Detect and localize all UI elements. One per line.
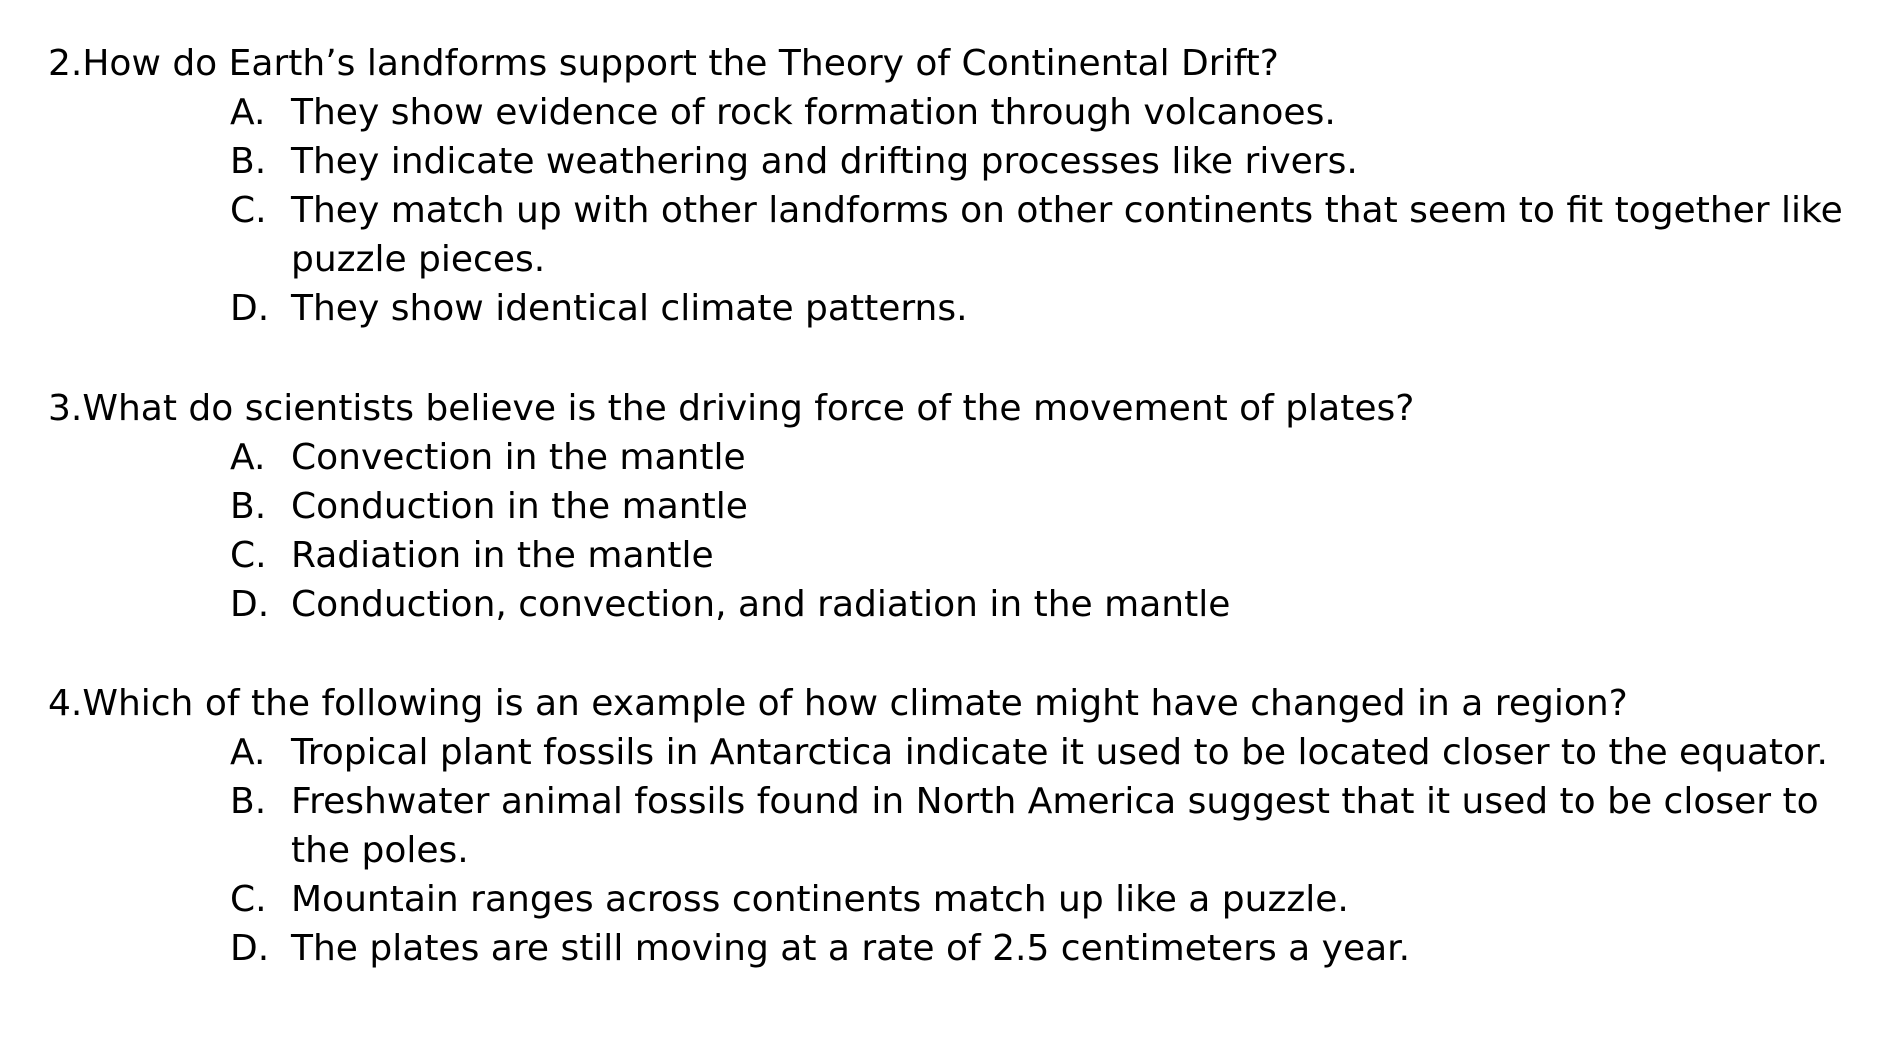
choice-b — [48, 777, 1871, 875]
choice-letter: A. — [230, 437, 266, 478]
choice-a — [48, 88, 1871, 137]
choice-text: Convection in the mantle — [291, 437, 746, 478]
question-2 — [48, 39, 1868, 333]
choice-c — [48, 186, 1871, 284]
choice-letter: B. — [230, 141, 267, 182]
choice-c — [48, 531, 1871, 580]
choice-list — [48, 728, 1868, 973]
question-stem: 4.Which of the following is an example of how climate might have changed in a region? — [48, 683, 1628, 724]
choice-b — [48, 137, 1871, 186]
choice-letter: B. — [230, 486, 267, 527]
choice-letter: A. — [230, 732, 266, 773]
choice-letter: C. — [230, 190, 267, 231]
choice-letter: D. — [230, 928, 270, 969]
choice-text: Conduction in the mantle — [291, 486, 748, 527]
choice-text: Freshwater animal fossils found in North America suggest that it used to be closer to the poles. — [291, 781, 1819, 871]
choice-letter: A. — [230, 92, 266, 133]
choice-letter: C. — [230, 535, 267, 576]
choice-a — [48, 433, 1871, 482]
question-3 — [48, 384, 1868, 629]
choice-c — [48, 875, 1871, 924]
choice-letter: C. — [230, 879, 267, 920]
choice-list — [48, 88, 1868, 333]
choice-text: Tropical plant fossils in Antarctica indicate it used to be located closer to the equator. — [291, 732, 1828, 773]
choice-text: They match up with other landforms on other continents that seem to fit together like puzzle pieces. — [291, 190, 1843, 280]
choice-letter: D. — [230, 584, 270, 625]
choice-d — [48, 580, 1871, 629]
choice-text: Conduction, convection, and radiation in the mantle — [291, 584, 1231, 625]
question-stem: 3.What do scientists believe is the driving force of the movement of plates? — [48, 388, 1415, 429]
choice-text: They show evidence of rock formation through volcanoes. — [291, 92, 1336, 133]
question-stem: 2.How do Earth’s landforms support the Theory of Continental Drift? — [48, 43, 1279, 84]
choice-text: Mountain ranges across continents match up like a puzzle. — [291, 879, 1349, 920]
choice-text: Radiation in the mantle — [291, 535, 714, 576]
choice-d — [48, 924, 1871, 973]
choice-list — [48, 433, 1868, 629]
choice-b — [48, 482, 1871, 531]
choice-text: They show identical climate patterns. — [291, 288, 968, 329]
choice-text: They indicate weathering and drifting processes like rivers. — [291, 141, 1358, 182]
choice-text: The plates are still moving at a rate of 2.5 centimeters a year. — [291, 928, 1411, 969]
choice-a — [48, 728, 1871, 777]
choice-letter: B. — [230, 781, 267, 822]
choice-letter: D. — [230, 288, 270, 329]
choice-d — [48, 284, 1871, 333]
question-4 — [48, 679, 1868, 973]
